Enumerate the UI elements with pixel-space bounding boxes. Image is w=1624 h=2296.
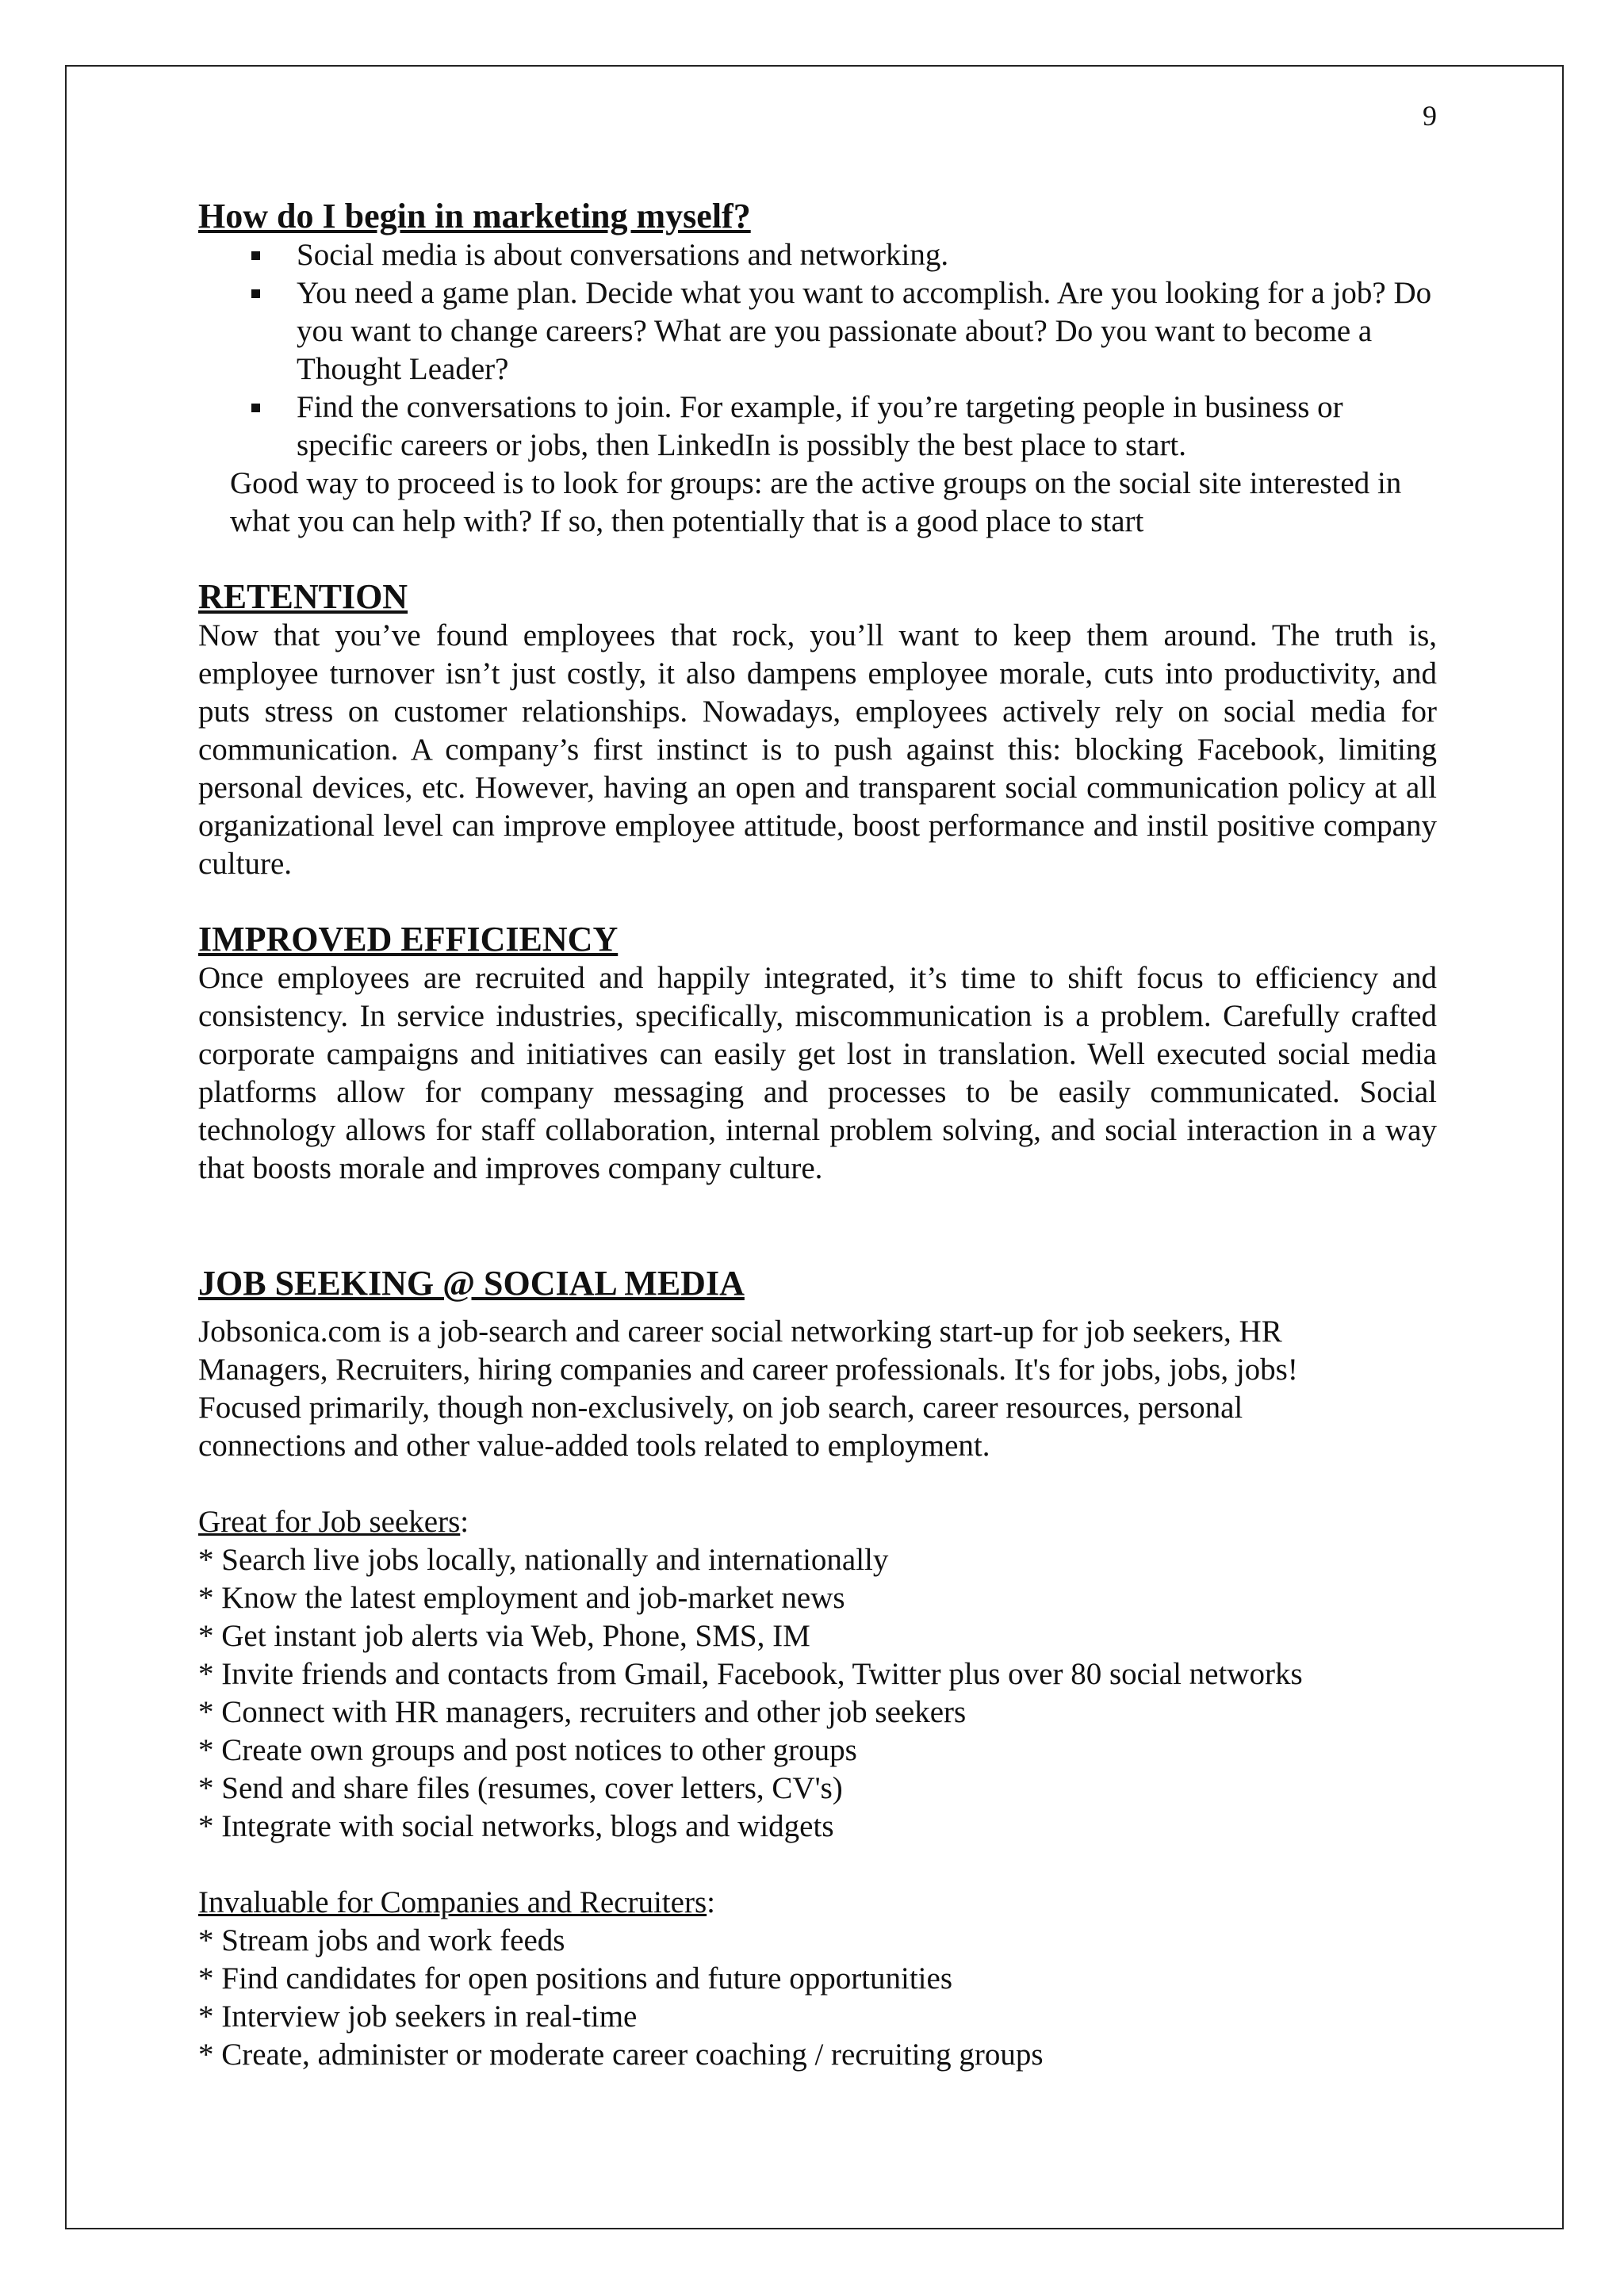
companies-label-line: Invaluable for Companies and Recruiters: [198, 1885, 715, 1919]
list-item: * Find candidates for open positions and future opportunities [198, 1961, 953, 1996]
list-item: * Invite friends and contacts from Gmail, Facebook, Twitter plus over 80 social networks [198, 1657, 1303, 1691]
marketing-paragraph: Good way to proceed is to look for groups: are the active groups on the social site interested in what you can help with? If so, then potentially that is a good place to start [230, 466, 1402, 538]
intro-line: connections and other value-added tools related to employment. [198, 1429, 990, 1463]
list-item: * Send and share files (resumes, cover letters, CV's) [198, 1771, 843, 1805]
list-item: * Integrate with social networks, blogs and widgets [198, 1809, 834, 1843]
companies-label: Invaluable for Companies and Recruiters [198, 1885, 707, 1919]
page-number: 9 [1423, 100, 1437, 132]
retention-paragraph: Now that you’ve found employees that rock, you’ll want to keep them around. The truth is, employee turnover isn’t just costly, it also dampens employee morale, cuts into productivity, and puts stress on customer relationships. Nowadays, employees actively rely on social media for communication. A company’s first instinct is to push against this: blocking Facebook, limiting personal devices, etc. However, having an open and transparent social communication policy at all organizational level can improve employee attitude, boost performance and instil positive company culture. [198, 618, 1437, 881]
companies-list [198, 1922, 1437, 2074]
list-item: * Create own groups and post notices to other groups [198, 1733, 857, 1767]
section-marketing [198, 197, 1437, 541]
list-item: * Get instant job alerts via Web, Phone, SMS, IM [198, 1619, 810, 1653]
section-efficiency [198, 920, 1437, 1188]
efficiency-paragraph: Once employees are recruited and happily integrated, it’s time to shift focus to efficiency and consistency. In service industries, specifically, miscommunication is a problem. Carefully crafted corporate campaigns and initiatives can easily get lost in translation. Well executed social media platforms allow for company messaging and processes to be easily communicated. Social technology allows for staff collaboration, internal problem solving, and social interaction in a way that boosts morale and improves company culture. [198, 961, 1437, 1185]
section-retention [198, 577, 1437, 883]
marketing-heading: How do I begin in marketing myself? [198, 197, 751, 235]
list-item: You need a game plan. Decide what you want to accomplish. Are you looking for a job? Do you want to change careers? What are you passionate about? Do you want to become a Thought Leader? [297, 274, 1437, 388]
document-body [198, 197, 1437, 2074]
seekers-list [198, 1541, 1437, 1846]
list-item: * Interview job seekers in real-time [198, 1999, 638, 2034]
retention-heading: RETENTION [198, 577, 408, 616]
marketing-bullet-list [198, 236, 1437, 465]
job-seeking-heading: JOB SEEKING @ SOCIAL MEDIA [198, 1264, 745, 1303]
intro-line: Focused primarily, though non-exclusively, on job search, career resources, personal [198, 1391, 1243, 1425]
job-seeking-intro [198, 1313, 1437, 1465]
list-item: * Search live jobs locally, nationally and internationally [198, 1543, 889, 1577]
list-item: * Create, administer or moderate career coaching / recruiting groups [198, 2038, 1044, 2072]
list-item: * Connect with HR managers, recruiters and other job seekers [198, 1695, 967, 1729]
seekers-label: Great for Job seekers [198, 1505, 461, 1539]
intro-line: Managers, Recruiters, hiring companies and career professionals. It's for jobs, jobs, jobs! [198, 1353, 1298, 1387]
list-item: Social media is about conversations and networking. [297, 236, 1437, 274]
list-item: * Know the latest employment and job-market news [198, 1581, 845, 1615]
seekers-label-line: Great for Job seekers: [198, 1505, 469, 1539]
efficiency-heading: IMPROVED EFFICIENCY [198, 920, 619, 959]
intro-line: Jobsonica.com is a job-search and career social networking start-up for job seekers, HR [198, 1314, 1282, 1349]
list-item: * Stream jobs and work feeds [198, 1923, 565, 1957]
list-item: Find the conversations to join. For example, if you’re targeting people in business or specific careers or jobs, then LinkedIn is possibly the best place to start. [297, 388, 1437, 465]
section-job-seeking [198, 1264, 1437, 2074]
